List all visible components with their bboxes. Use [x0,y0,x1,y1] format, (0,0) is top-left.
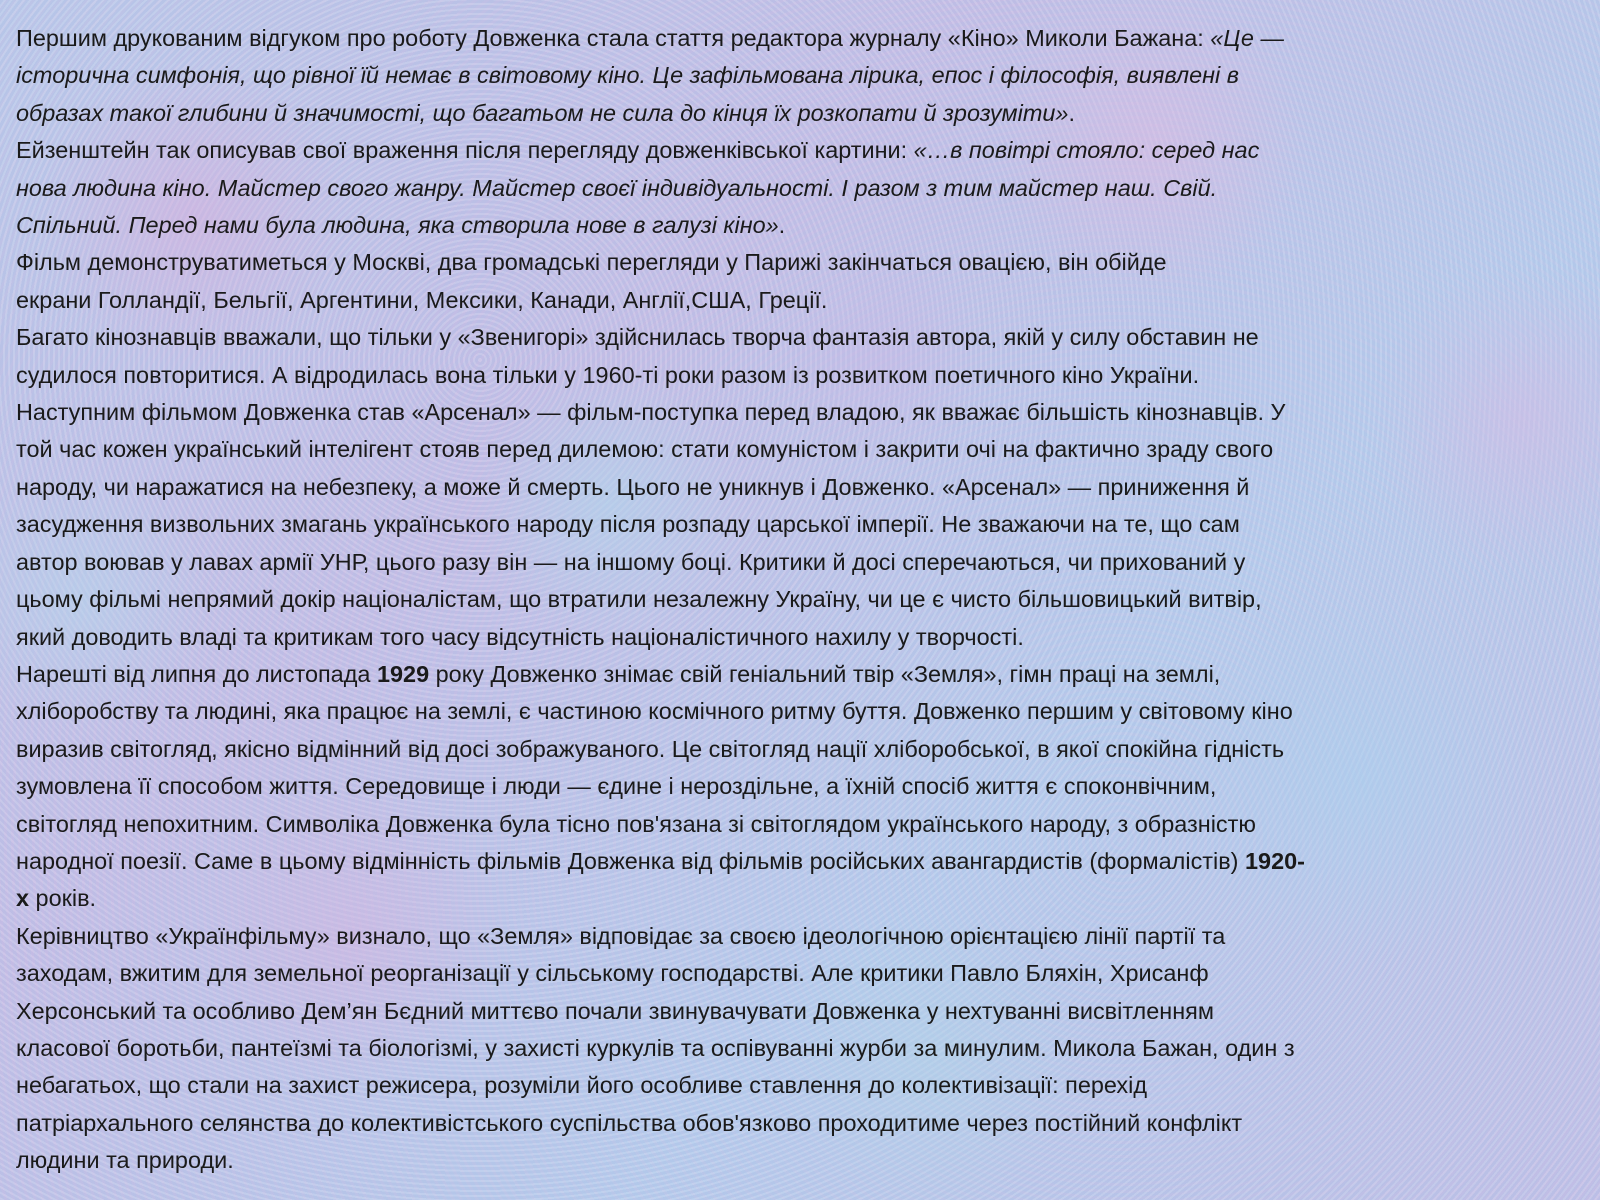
text-line [16,918,1584,955]
text-line [16,57,1584,94]
text-line [16,656,1584,693]
text-line [16,619,1584,656]
body-text-segment: Багато кінознавців вважали, що тільки у «Звенигорі» здійснилась творча фантазія автора, якій у силу обставин не [16,324,1259,351]
body-text-segment: небагатьох, що стали на захист режисера, розуміли його особливе ставлення до колективізації: перехід [16,1072,1148,1099]
body-text-segment: патріархального селянства до колективістського суспільства обов'язково проходитиме через постійний конфлікт [16,1109,1243,1136]
text-line [16,132,1584,169]
body-text-segment: засудження визвольних змагань українського народу після розпаду царської імперії. Не зважаючи на те, що сам [16,511,1240,538]
body-text-segment: судилося повторитися. А відродилась вона тільки у 1960-ті роки разом із розвитком поетичного кіно України. [16,361,1200,388]
text-line [16,394,1584,431]
body-text [16,20,1588,1180]
text-line [16,244,1584,281]
body-text-segment: років. [29,885,97,912]
text-line [16,431,1584,468]
body-text-segment: виразив світогляд, якісно відмінний від досі зображуваного. Це світогляд нації хліборобської, в якої спокійна гідність [16,735,1285,762]
body-text-segment: той час кожен український інтелігент стояв перед дилемою: стати комуністом і закрити очі на фактично зраду свого [16,436,1274,463]
text-line [16,1142,1584,1179]
text-line [16,843,1584,880]
body-text-segment: цьому фільмі непрямий докір націоналістам, що втратили незалежну Україну, чи це є чисто більшовицький витвір, [16,586,1262,613]
body-text-segment: зумовлена її способом життя. Середовище і люди — єдине і нероздільне, а їхній спосіб життя є споконвічним, [16,773,1217,800]
text-line [16,768,1584,805]
body-text-segment: автор воював у лавах армії УНР, цього разу він — на іншому боці. Критики й досі сперечаються, чи прихований у [16,548,1246,575]
quote-text: «…в повітрі стояло: серед нас [913,137,1260,164]
body-text-segment: . [1068,99,1075,126]
text-line [16,806,1584,843]
text-line [16,20,1584,57]
body-text-segment: світогляд непохитним. Символіка Довженка була тісно пов'язана зі світоглядом українського народу, з образністю [16,810,1256,837]
text-line [16,544,1584,581]
text-line [16,357,1584,394]
body-text-segment: людини та природи. [16,1147,234,1174]
text-line [16,1030,1584,1067]
text-line [16,95,1584,132]
quote-text: образах такої глибини й значимості, що багатьом не сила до кінця їх розкопати й зрозуміти» [16,99,1069,126]
text-line [16,207,1584,244]
text-line [16,731,1584,768]
body-text-segment: Керівництво «Українфільму» визнало, що «Земля» відповідає за своєю ідеологічною орієнтацією лінії партії та [16,922,1226,949]
body-text-segment: Ейзенштейн так описував свої враження після перегляду довженківської картини: [16,137,914,164]
text-line [16,469,1584,506]
body-text-segment: Першим друкованим відгуком про роботу Довженка стала стаття редактора журналу «Кіно» Миколи Бажана: [16,25,1211,51]
text-line [16,1067,1584,1104]
body-text-segment: який доводить владі та критикам того часу відсутність націоналістичного нахилу у творчості. [16,623,1024,650]
body-text-segment: заходам, вжитим для земельної реорганізації у сільському господарстві. Але критики Павло Бляхін, Хрисанф [16,960,1209,987]
text-line [16,319,1584,356]
body-text-segment: хліборобству та людині, яка працює на землі, є частиною космічного ритму буття. Довженко першим у світовому кіно [16,698,1293,725]
text-line [16,506,1584,543]
bold-text: х [16,885,30,912]
text-line [16,170,1584,207]
slide [16,20,1588,1190]
text-line [16,693,1584,730]
body-text-segment: Фільм демонструватиметься у Москві, два громадські перегляди у Парижі закінчаться овацією, він обійде [16,249,1167,276]
text-line [16,282,1584,319]
body-text-segment: класової боротьби, пантеїзмі та біологізмі, у захисті куркулів та оспівуванні журби за минулим. Микола Бажан, один з [16,1034,1295,1061]
body-text-segment: . [778,212,786,239]
body-text-segment: народу, чи наражатися на небезпеку, а може й смерть. Цього не уникнув і Довженко. «Арсенал» — приниження й [16,473,1250,500]
quote-text: «Це — [1210,25,1284,51]
quote-text: Спільний. Перед нами була людина, яка створила нове в галузі кіно» [16,212,779,239]
body-text-segment: року Довженко знімає свій геніальний твір «Земля», гімн праці на землі, [429,660,1221,687]
bold-text: 1929 [376,660,430,687]
text-line [16,955,1584,992]
body-text-segment: Херсонський та особливо Дем’ян Бєдний миттєво почали звинувачувати Довженка у нехтуванні висвітленням [16,997,1214,1024]
text-line [16,581,1584,618]
body-text-segment: Наступним фільмом Довженка став «Арсенал» — фільм-поступка перед владою, як вважає більшість кінознавців. У [16,399,1286,426]
bold-text: 1920- [1245,847,1305,874]
body-text-segment: Нарешті від липня до листопада [16,660,377,687]
quote-text: історична симфонія, що рівної їй немає в світовому кіно. Це зафільмована лірика, епос і філософія, виявлені в [16,62,1239,89]
text-line [16,880,1584,917]
quote-text: нова людина кіно. Майстер свого жанру. Майстер своєї індивідуальності. І разом з тим майстер наш. Свій. [16,174,1218,201]
body-text-segment: народної поезії. Саме в цьому відмінність фільмів Довженка від фільмів російських авангардистів (формалістів) [16,847,1246,874]
text-line [16,993,1584,1030]
body-text-segment: екрани Голландії, Бельгії, Аргентини, Мексики, Канади, Англії,США, Греції. [16,286,828,313]
text-line [16,1105,1584,1142]
